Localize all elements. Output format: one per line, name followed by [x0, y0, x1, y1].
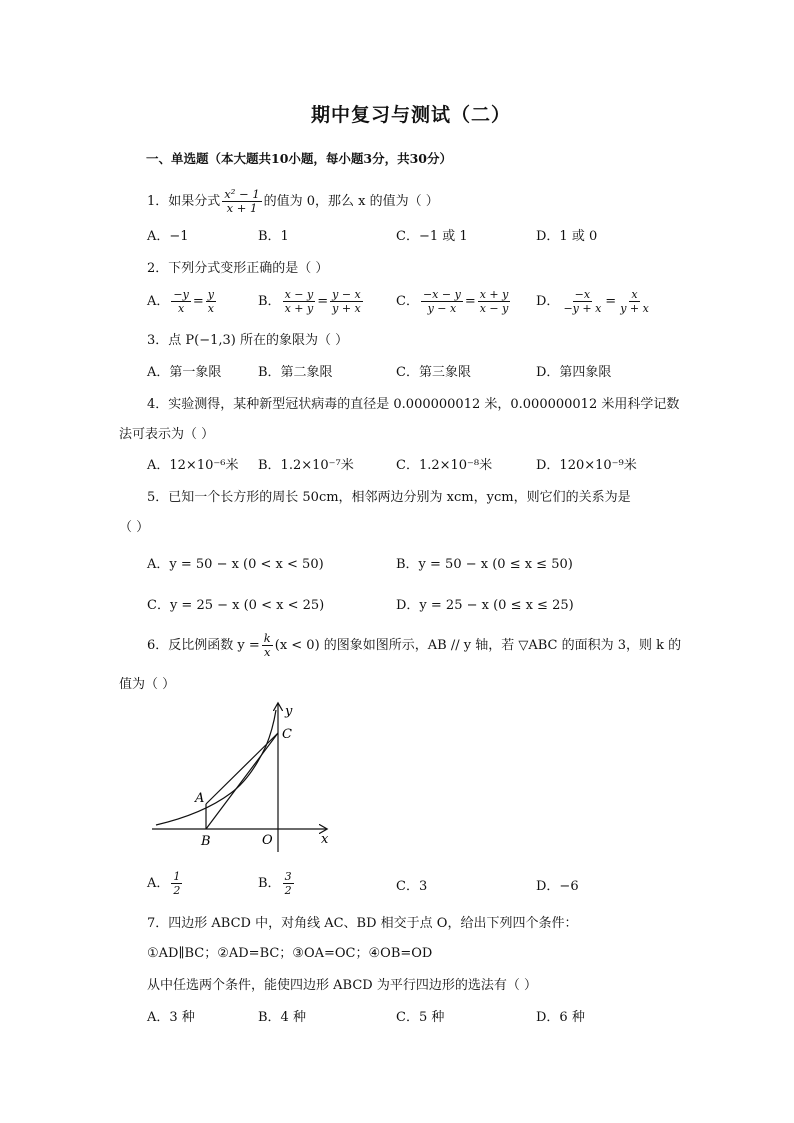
- label-o: O: [262, 833, 273, 848]
- q7-option-c: C．5 种: [396, 1010, 445, 1025]
- question-5-line-2: （ ）: [119, 520, 150, 535]
- segment-ac: [206, 733, 278, 804]
- q3-option-c: C．第三象限: [396, 365, 471, 380]
- q6-option-c: C．3: [396, 879, 428, 894]
- q3-option-d: D．第四象限: [536, 365, 612, 380]
- question-6-line-2: 值为（ ）: [119, 677, 176, 692]
- q4-option-b: B．1.2×10⁻⁷米: [258, 458, 354, 473]
- q1-numerator: x² − 1: [224, 187, 260, 201]
- q5-option-c: C．y = 25 − x (0 < x < 25): [147, 598, 325, 613]
- question-7-stem: 7．四边形 ABCD 中，对角线 AC、BD 相交于点 O，给出下列四个条件：: [147, 916, 578, 931]
- section-heading: 一、单选题（本大题共10小题，每小题3分，共30分）: [146, 151, 452, 166]
- q1-option-d: D．1 或 0: [536, 229, 598, 244]
- q7-option-a: A．3 种: [147, 1010, 195, 1025]
- q1-denominator: x + 1: [226, 201, 258, 215]
- question-4-line-1: 4．实验测得，某种新型冠状病毒的直径是 0.000000012 米，0.000000012 米用科学记数: [147, 397, 680, 412]
- q6-function-graph: [146, 698, 346, 854]
- q2-option-b: B． $\frac{x - y}{x + y}$ = $\frac{y - x}{y + x}$: [258, 288, 361, 315]
- page-title: 期中复习与测试（二）: [311, 104, 512, 126]
- question-6-stem: [147, 632, 681, 659]
- q1-fraction: [222, 188, 261, 215]
- q7-option-d: D．6 种: [536, 1010, 585, 1025]
- hyperbola-curve: [156, 710, 276, 825]
- q6-option-b: B． $\frac{3}{2}$: [258, 870, 292, 897]
- q3-option-b: B．第二象限: [258, 365, 333, 380]
- label-b: B: [201, 834, 211, 849]
- q5-option-a: A．y = 50 − x (0 < x < 50): [147, 557, 324, 572]
- q1-option-a: A．−1: [147, 229, 189, 244]
- q1-option-b: B．1: [258, 229, 289, 244]
- question-5-line-1: 5．已知一个长方形的周长 50cm，相邻两边分别为 xcm，ycm，则它们的关系为是: [147, 490, 631, 505]
- q1-suffix: 的值为 0，那么 x 的值为（ ）: [263, 194, 439, 209]
- q4-option-d: D．120×10⁻⁹米: [536, 458, 637, 473]
- q2-option-c: C． $\frac{-x - y}{y - x}$ = $\frac{x + y}{x - y}$: [396, 288, 509, 315]
- question-3-stem: 3．点 P(−1,3) 所在的象限为（ ）: [147, 333, 349, 348]
- label-c: C: [282, 727, 292, 742]
- q1-option-c: C．−1 或 1: [396, 229, 468, 244]
- label-a: A: [195, 791, 205, 806]
- q7-option-b: B．4 种: [258, 1010, 306, 1025]
- q7-conditions: ①AD∥BC；②AD=BC；③OA=OC；④OB=OD: [147, 946, 433, 961]
- q6-prefix: 6．反比例函数 y =: [147, 638, 260, 653]
- q1-prefix: 1．如果分式: [147, 194, 221, 209]
- q4-option-a: A．12×10⁻⁶米: [147, 458, 239, 473]
- q2-option-a: A． $\frac{-y}{x}$ = $\frac{y}{x}$: [147, 288, 214, 315]
- label-y: y: [285, 704, 293, 719]
- q5-option-d: D．y = 25 − x (0 ≤ x ≤ 25): [396, 598, 574, 613]
- q7-ask: 从中任选两个条件，能使四边形 ABCD 为平行四边形的选法有（ ）: [147, 978, 537, 993]
- label-x: x: [321, 832, 329, 847]
- question-2-stem: 2．下列分式变形正确的是（ ）: [147, 261, 329, 276]
- q2-option-d: D． $\frac{-x}{-y + x}$ = $\frac{x}{y + x}$: [536, 288, 649, 315]
- q6-fraction: $\frac{k}{x}$: [263, 631, 271, 659]
- q5-option-b: B．y = 50 − x (0 ≤ x ≤ 50): [396, 557, 573, 572]
- q4-option-c: C．1.2×10⁻⁸米: [396, 458, 493, 473]
- q6-option-d: D．−6: [536, 879, 579, 894]
- q3-option-a: A．第一象限: [147, 365, 222, 380]
- question-1-stem: [147, 188, 439, 215]
- segment-bc: [206, 733, 278, 829]
- q6-option-a: A． $\frac{1}{2}$: [147, 870, 181, 897]
- q6-suffix: (x < 0) 的图象如图所示，AB // y 轴，若 ▽ABC 的面积为 3，则 k 的: [274, 638, 682, 653]
- question-4-line-2: 法可表示为（ ）: [119, 427, 215, 442]
